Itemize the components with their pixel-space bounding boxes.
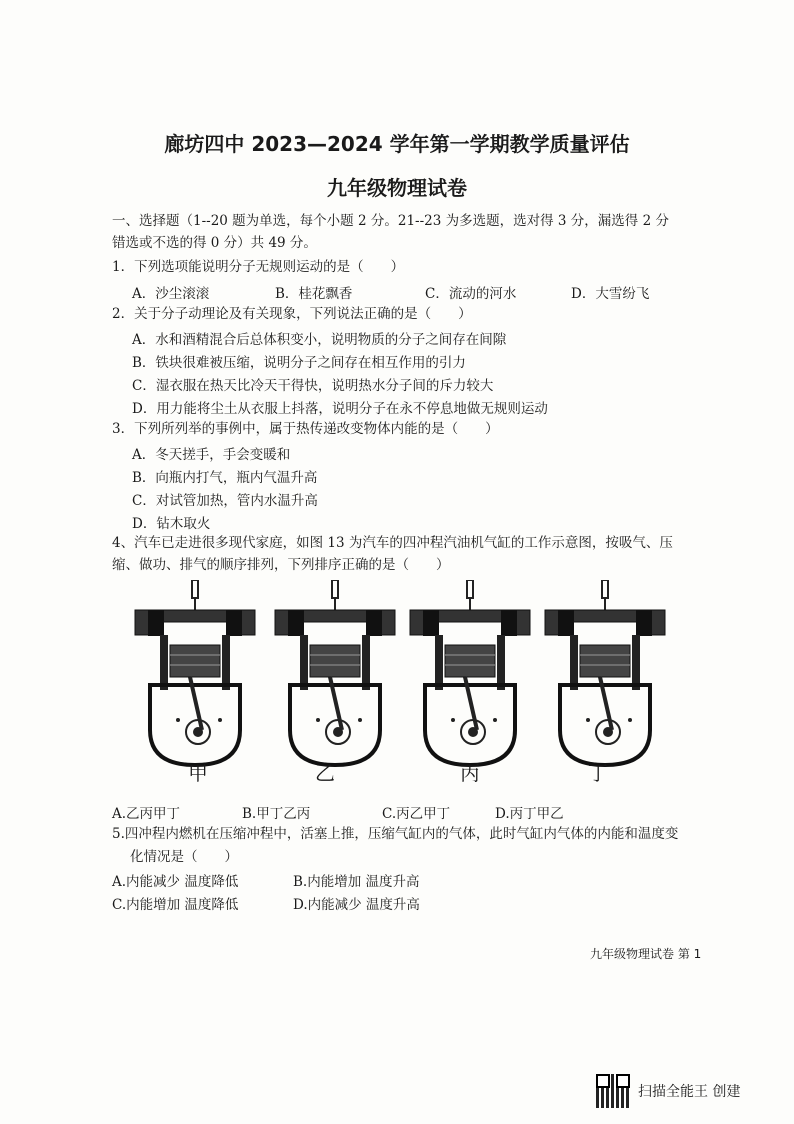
q3-option-b: B．向瓶内打气，瓶内气温升高 [132,470,318,486]
q5-option-c: C.内能增加 温度降低 [112,897,239,913]
section-instruction-line2: 错选或不选的得 0 分）共 49 分。 [112,235,317,251]
q2-option-c: C．湿衣服在热天比冷天干得快，说明热水分子间的斥力较大 [132,378,494,394]
q5-option-b: B.内能增加 温度升高 [293,874,420,890]
q3-option-a: A．冬天搓手，手会变暖和 [132,447,291,463]
q4-stem-line2: 缩、做功、排气的顺序排列，下列排序正确的是（ ） [112,557,450,573]
q2-option-d: D．用力能将尘土从衣服上抖落，说明分子在永不停息地做无规则运动 [132,401,548,417]
q3-option-c: C．对试管加热，管内水温升高 [132,493,318,509]
q5-option-a: A.内能减少 温度降低 [112,874,239,890]
q1-option-d: D．大雪纷飞 [571,286,650,302]
q1-option-c: C．流动的河水 [425,286,517,302]
q4-option-d: D.丙丁甲乙 [495,806,564,822]
q4-option-a: A.乙丙甲丁 [112,806,181,822]
q4-option-c: C.丙乙甲丁 [382,806,451,822]
q1-option-b: B．桂花飘香 [275,286,353,302]
section-instruction-line1: 一、选择题（1--20 题为单选，每个小题 2 分。21--23 为多选题，选对得 3 分，漏选得 2 分 [112,213,669,229]
scanner-watermark [596,1074,740,1108]
q3-option-d: D．钻木取火 [132,516,211,532]
page-footer: 九年级物理试卷 第 1 [590,947,702,961]
q4-stem-line1: 4、汽车已走进很多现代家庭，如图 13 为汽车的四冲程汽油机气缸的工作示意图，按吸气、压 [112,535,673,551]
figure-label-bing: 丙 [460,761,480,785]
q5-option-d: D.内能减少 温度升高 [293,897,420,913]
exam-subtitle: 九年级物理试卷 [327,176,467,200]
scanner-watermark-text: 扫描全能王 创建 [638,1084,741,1100]
qr-code-icon [596,1074,630,1108]
q1-stem: 1．下列选项能说明分子无规则运动的是（ ） [112,259,405,275]
figure-label-jia: 甲 [188,761,208,785]
q1-option-a: A．沙尘滚滚 [132,286,210,302]
engine-strokes-figure [130,580,670,780]
q2-option-b: B．铁块很难被压缩，说明分子之间存在相互作用的引力 [132,355,466,371]
q2-stem: 2．关于分子动理论及有关现象，下列说法正确的是（ ） [112,306,472,322]
q3-stem: 3．下列所列举的事例中，属于热传递改变物体内能的是（ ） [112,421,499,437]
q5-stem-line2: 化情况是（ ） [130,849,238,865]
q5-stem-line1: 5.四冲程内燃机在压缩冲程中，活塞上推，压缩气缸内的气体，此时气缸内气体的内能和温度变 [112,826,679,842]
exam-title: 廊坊四中 2023—2024 学年第一学期教学质量评估 [164,132,630,156]
figure-label-yi: 乙 [315,761,335,785]
q2-option-a: A．水和酒精混合后总体积变小，说明物质的分子之间存在间隙 [132,332,507,348]
figure-label-ding: 丁 [588,761,608,785]
q4-option-b: B.甲丁乙丙 [242,806,311,822]
